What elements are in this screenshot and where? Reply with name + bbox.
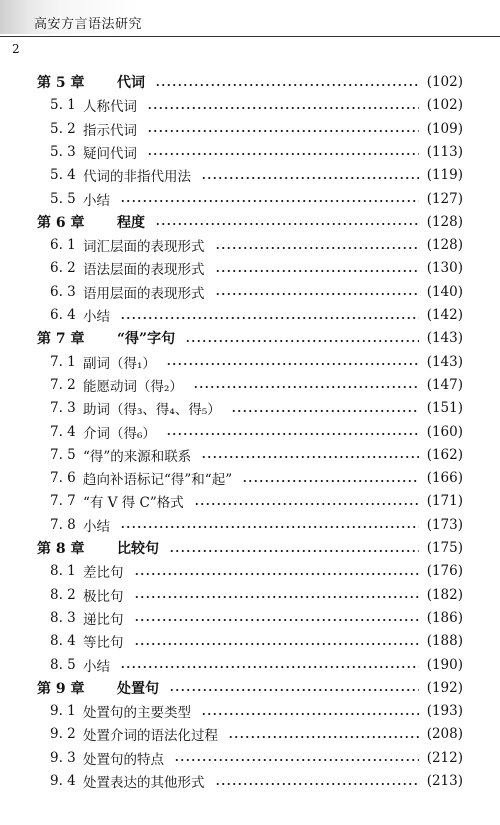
section-title: 趋向补语标记“得”和“起” — [83, 472, 233, 489]
section-number: 5. 1 — [50, 97, 76, 114]
page-reference: (160) — [426, 423, 463, 440]
page-reference: (213) — [426, 773, 463, 789]
section-title: 小结 — [83, 658, 110, 675]
section-number: 9. 3 — [50, 749, 76, 766]
section-title: 能愿动词（得₂） — [83, 378, 183, 395]
dot-leader — [169, 689, 419, 691]
section-number: 5. 2 — [50, 120, 76, 137]
section-title: 介词（得₆） — [83, 425, 156, 442]
section-title: 处置介词的语法化过程 — [83, 728, 218, 745]
section-number: 7. 2 — [50, 376, 76, 393]
dot-leader — [185, 340, 419, 342]
dot-leader — [155, 84, 419, 86]
dot-leader — [201, 456, 418, 458]
toc-section-entry — [50, 654, 463, 676]
toc-section-entry — [50, 94, 463, 116]
page-reference: (128) — [426, 213, 463, 230]
section-number: 7. 5 — [50, 446, 76, 463]
section-title: 语用层面的表现形式 — [83, 285, 205, 302]
toc-section-entry — [50, 514, 463, 536]
dot-leader — [193, 386, 419, 388]
dot-leader — [169, 550, 419, 552]
toc-section-entry — [50, 281, 463, 303]
section-number: 5. 4 — [50, 167, 76, 184]
chapter-title: “得”字句 — [117, 331, 176, 348]
toc-chapter-entry — [37, 327, 463, 349]
page-reference: (186) — [426, 609, 463, 626]
dot-leader — [134, 643, 419, 645]
section-title: 副词（得₁） — [83, 355, 156, 372]
dot-leader — [166, 363, 419, 365]
section-number: 6. 3 — [50, 283, 76, 300]
page-reference: (143) — [426, 330, 463, 347]
chapter-title: 代词 — [117, 75, 145, 91]
chapter-number: 第 8 章 — [37, 541, 85, 557]
section-title: 小结 — [83, 192, 110, 209]
dot-leader — [201, 713, 419, 715]
toc-section-entry — [50, 630, 463, 652]
chapter-number: 第 6 章 — [37, 214, 85, 231]
toc-section-entry — [50, 257, 463, 279]
page-reference: (127) — [426, 190, 463, 207]
dot-leader — [174, 759, 419, 761]
toc-section-entry — [50, 467, 463, 489]
dot-leader — [201, 177, 419, 179]
page-reference: (192) — [426, 679, 463, 696]
section-title: 等比句 — [83, 635, 124, 652]
section-title: 小结 — [83, 518, 110, 535]
dot-leader — [120, 200, 419, 202]
toc-section-entry — [50, 351, 463, 373]
section-number: 8. 3 — [50, 609, 76, 626]
page-reference: (190) — [426, 656, 463, 673]
dot-leader — [166, 433, 419, 435]
section-title: 语法层面的表现形式 — [83, 262, 205, 279]
dot-leader — [147, 130, 419, 132]
section-number: 6. 4 — [50, 307, 76, 323]
page-reference: (102) — [426, 97, 463, 114]
toc-section-entry — [50, 490, 463, 512]
section-number: 7. 3 — [50, 400, 76, 417]
page-reference: (188) — [426, 633, 463, 650]
toc-section-entry — [50, 584, 463, 606]
dot-leader — [147, 153, 419, 155]
toc-section-entry — [50, 304, 463, 326]
section-title: 处置表达的其他形式 — [83, 775, 205, 791]
page-reference: (109) — [426, 120, 463, 137]
section-number: 9. 1 — [50, 703, 76, 720]
page-reference: (175) — [426, 540, 463, 556]
dot-leader — [120, 666, 419, 668]
toc-section-entry — [50, 234, 463, 256]
header-rule — [0, 36, 500, 37]
section-number: 7. 8 — [50, 516, 76, 533]
page-reference: (173) — [426, 516, 463, 533]
section-number: 7. 6 — [50, 470, 76, 487]
section-number: 7. 7 — [50, 493, 76, 510]
section-number: 8. 5 — [50, 656, 76, 673]
toc-chapter-entry — [37, 537, 463, 559]
page-reference: (147) — [426, 376, 463, 393]
section-title: 助词（得₃、得₄、得₅） — [83, 402, 221, 419]
toc-chapter-entry — [37, 71, 463, 93]
toc-section-entry — [50, 444, 463, 466]
page-reference: (119) — [426, 167, 463, 184]
section-number: 9. 2 — [50, 726, 76, 743]
page-reference: (176) — [426, 563, 463, 580]
toc-chapter-entry — [37, 677, 463, 699]
section-number: 9. 4 — [50, 773, 76, 789]
section-number: 7. 1 — [50, 353, 76, 370]
toc-section-entry — [50, 770, 463, 792]
dot-leader — [120, 317, 419, 319]
dot-leader — [231, 410, 419, 412]
chapter-number: 第 7 章 — [37, 331, 85, 348]
dot-leader — [215, 783, 419, 785]
page-reference: (162) — [426, 446, 463, 463]
dot-leader — [242, 480, 419, 482]
section-number: 8. 2 — [50, 586, 76, 603]
dot-leader — [194, 503, 419, 505]
toc-section-entry — [50, 560, 463, 582]
toc-section-entry — [50, 700, 463, 722]
section-number: 7. 4 — [50, 423, 76, 440]
page-reference: (166) — [426, 470, 463, 487]
section-title: 处置句的特点 — [83, 751, 164, 768]
page-reference: (142) — [426, 307, 463, 323]
page-reference: (212) — [426, 749, 463, 766]
dot-leader — [134, 573, 419, 575]
page-reference: (143) — [426, 353, 463, 370]
toc-section-entry — [50, 607, 463, 629]
toc-section-entry — [50, 374, 463, 396]
dot-leader — [215, 270, 419, 272]
page-reference: (113) — [426, 143, 463, 160]
page-number: 2 — [12, 42, 20, 56]
chapter-number: 第 5 章 — [37, 75, 85, 91]
page-reference: (151) — [426, 400, 463, 417]
section-number: 5. 3 — [50, 143, 76, 160]
dot-leader — [120, 526, 419, 528]
running-head — [0, 0, 500, 40]
section-number: 5. 5 — [50, 190, 76, 207]
section-title: 差比句 — [83, 565, 124, 582]
section-title: 极比句 — [83, 588, 124, 605]
chapter-title: 比较句 — [117, 541, 159, 557]
book-title: 高安方言语法研究 — [34, 17, 143, 32]
toc-section-entry — [50, 397, 463, 419]
section-title: 词汇层面的表现形式 — [83, 239, 205, 256]
section-title: 处置句的主要类型 — [83, 705, 191, 722]
page-reference: (182) — [426, 586, 463, 603]
page-reference: (102) — [426, 74, 463, 90]
toc-section-entry — [50, 723, 463, 745]
section-title: 代词的非指代用法 — [83, 169, 191, 186]
toc-section-entry — [50, 118, 463, 140]
toc-section-entry — [50, 747, 463, 769]
section-number: 6. 1 — [50, 237, 76, 254]
section-number: 8. 4 — [50, 633, 76, 650]
dot-leader — [155, 223, 419, 225]
section-title: “得”的来源和联系 — [83, 448, 192, 465]
toc-section-entry — [50, 421, 463, 443]
toc-chapter-entry — [37, 211, 463, 233]
chapter-title: 程度 — [117, 214, 145, 231]
toc-section-entry — [50, 141, 463, 163]
section-title: “有 V 得 C”格式 — [83, 495, 184, 512]
dot-leader — [134, 619, 419, 621]
toc-section-entry — [50, 188, 463, 210]
page-reference: (140) — [426, 283, 463, 300]
dot-leader — [147, 107, 419, 109]
dot-leader — [228, 736, 419, 738]
section-title: 小结 — [83, 309, 110, 325]
section-title: 指示代词 — [83, 122, 137, 139]
dot-leader — [215, 293, 419, 295]
section-number: 8. 1 — [50, 563, 76, 580]
section-title: 疑问代词 — [83, 145, 137, 162]
page-reference: (171) — [426, 493, 463, 510]
section-title: 人称代词 — [83, 99, 137, 116]
dot-leader — [215, 247, 419, 249]
dot-leader — [134, 596, 419, 598]
page-reference: (208) — [426, 726, 463, 743]
section-title: 递比句 — [83, 611, 124, 628]
section-number: 6. 2 — [50, 260, 76, 277]
chapter-title: 处置句 — [117, 680, 159, 697]
page-reference: (128) — [426, 237, 463, 254]
page-reference: (193) — [426, 703, 463, 720]
page-reference: (130) — [426, 260, 463, 277]
toc-section-entry — [50, 164, 463, 186]
chapter-number: 第 9 章 — [37, 680, 85, 697]
